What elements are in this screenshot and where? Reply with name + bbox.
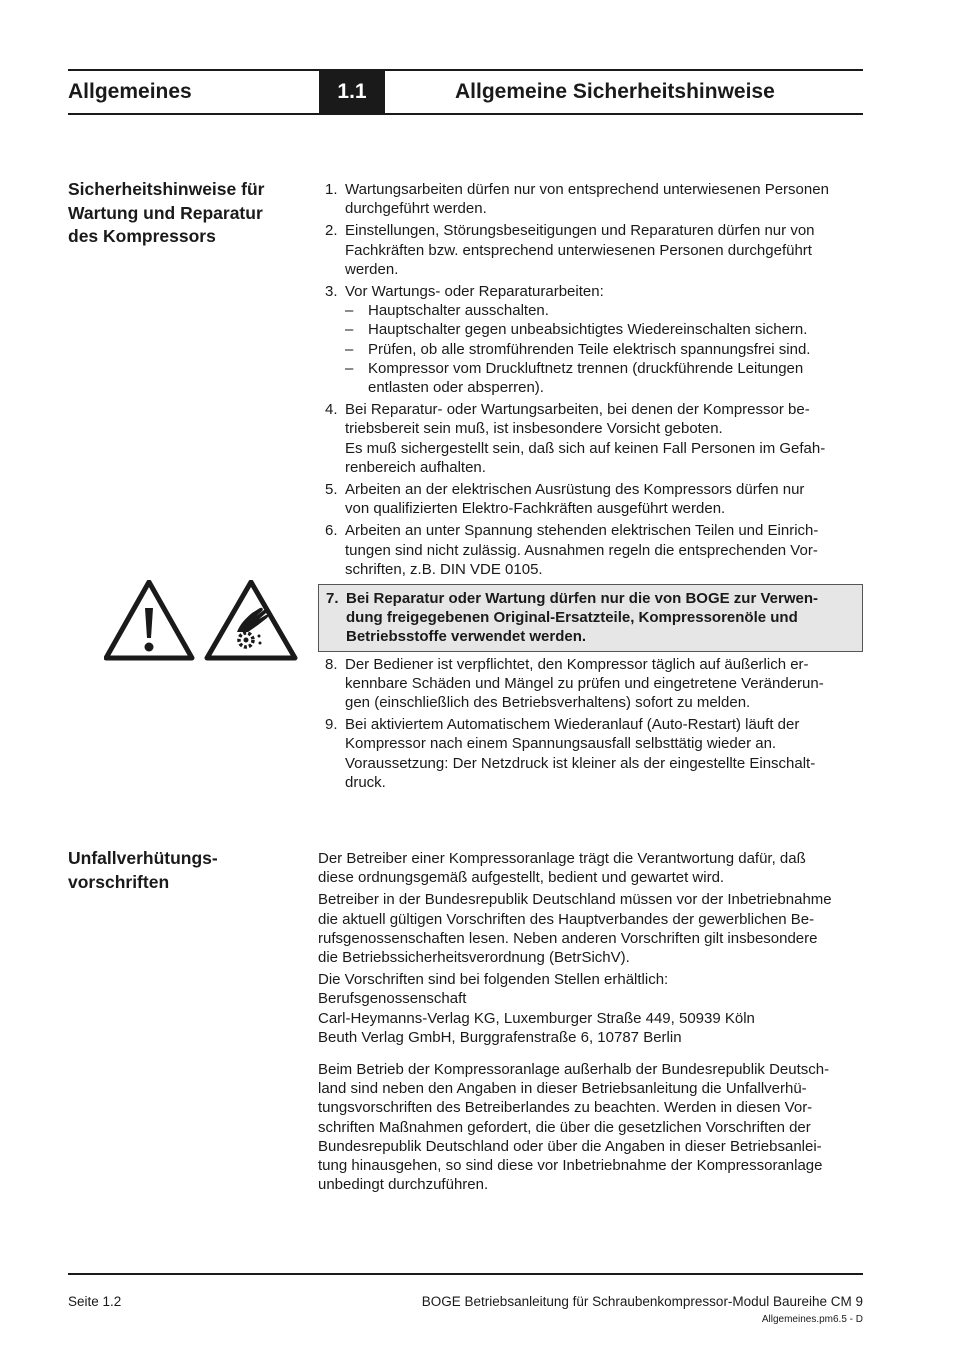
section-number: 1.1: [319, 71, 385, 113]
section2-heading: Unfallverhütungs- vorschriften: [68, 848, 218, 892]
sub-list-item: – Hauptschalter ausschalten.: [345, 302, 549, 320]
list-item: 5. Arbeiten an der elektrischen Ausrüstung des Kompressors dürfen nur von qualifizierten Elektro-Fachkräften ausgeführt werden.: [325, 481, 805, 518]
list-item: 8. Der Bediener ist verpflichtet, den Kompressor täglich auf äußerlich er- kennbare Schäden und Mängel zu prüfen und eingetretene Veränderun- gen (einschließlich des Betriebsverhaltens) sofort zu melden.: [325, 655, 824, 712]
paragraph: Beim Betrieb der Kompressoranlage außerhalb der Bundesrepublik Deutsch- land sind neben den Angaben in dieser Betriebsanleitung die Unfallverhü- tungsvorschriften des Betreiberlandes zu beachten. Werden in diesen Vor- schriften Maßnahmen gefordert, die über die gesetzlichen Vorschriften der Bundesrepublik Deutschland oder über die Angaben in dieser Betriebsanlei- tung hinausgehen, so sind diese vor Inbetriebnahme der Kompressoranlage unbedingt durchzuführen.: [318, 1061, 830, 1194]
list-item: 4. Bei Reparatur- oder Wartungsarbeiten, bei denen der Kompressor be- triebsbereit sein muß, ist insbesondere Vorsicht geboten. Es muß sichergestellt sein, daß sich auf keinen Fall Personen im Gefah- renbereich aufhalten.: [325, 401, 826, 476]
chapter-title: Allgemeines: [68, 80, 192, 103]
list-item: 1. Wartungsarbeiten dürfen nur von entsprechend unterwiesenen Personen durchgeführt werden.: [325, 181, 829, 218]
list-item: 6. Arbeiten an unter Spannung stehenden elektrischen Teilen und Einrich- tungen sind nicht zulässig. Ausnahmen regeln die entsprechenden Vor- schriften, z.B. DIN VDE 0105.: [325, 522, 819, 578]
warning-box: [318, 584, 863, 652]
sub-list-item: – Kompressor vom Druckluftnetz trennen (druckführende Leitungen entlasten oder absperren).: [345, 359, 804, 397]
paragraph: Der Betreiber einer Kompressoranlage trägt die Verantwortung dafür, daß diese ordnungsgemäß aufgestellt, bedient und gewartet wird.: [318, 850, 806, 887]
list-item: 3. Vor Wartungs- oder Reparaturarbeiten:: [325, 283, 604, 301]
header-top-rule: [68, 69, 863, 71]
section1-body: [318, 180, 866, 792]
warning-exclamation-icon: [106, 582, 192, 658]
hand-gear-hazard-icon: [207, 582, 295, 658]
sub-list-item: – Hauptschalter gegen unbeabsichtigtes Wiedereinschalten sichern.: [345, 321, 808, 339]
section1-heading: Sicherheitshinweise für Wartung und Reparatur des Kompressors: [68, 179, 265, 246]
paragraph: Die Vorschriften sind bei folgenden Stellen erhältlich: Berufsgenossenschaft Carl-Heymanns-Verlag KG, Luxemburger Straße 449, 50939 Köln Beuth Verlag GmbH, Burggrafenstraße 6, 10787 Berlin: [318, 971, 755, 1046]
file-reference: Allgemeines.pm6.5 - D: [761, 1314, 863, 1325]
warning-list-item: 7. Bei Reparatur oder Wartung dürfen nur die von BOGE zur Verwen- dung freigegebenen Original-Ersatzteile, Kompressorenöle und Betriebsstoffe verwendet werden.: [326, 590, 819, 646]
section-title: Allgemeine Sicherheitshinweise: [455, 80, 775, 103]
list-item: 9. Bei aktiviertem Automatischem Wiederanlauf (Auto-Restart) läuft der Kompressor nach einem Spannungsausfall selbsttätig wieder an. Voraussetzung: Der Netzdruck ist kleiner als der eingestellte Einschalt- druck.: [325, 716, 816, 791]
paragraph: Betreiber in der Bundesrepublik Deutschland müssen vor der Inbetriebnahme die aktuell gültigen Vorschriften des Hauptverbandes der gewerblichen Be- rufsgenossenschaften lesen. Neben anderen Vorschriften gilt insbesondere die Betriebssicherheitsverordnung (BetrSichV).: [318, 891, 832, 967]
warning-icons: [104, 580, 298, 662]
section2-body: [318, 849, 866, 1194]
page-number: Seite 1.2: [68, 1294, 122, 1309]
footer-rule: [68, 1273, 863, 1275]
sub-list-item: – Prüfen, ob alle stromführenden Teile elektrisch spannungsfrei sind.: [345, 340, 811, 358]
document-title: BOGE Betriebsanleitung für Schraubenkompressor-Modul Baureihe CM 9: [421, 1294, 863, 1309]
list-item: 2. Einstellungen, Störungsbeseitigungen und Reparaturen dürfen nur von Fachkräften bzw. entsprechend unterwiesenen Personen durchgeführt werden.: [325, 222, 815, 278]
header-bottom-rule: [68, 113, 863, 115]
